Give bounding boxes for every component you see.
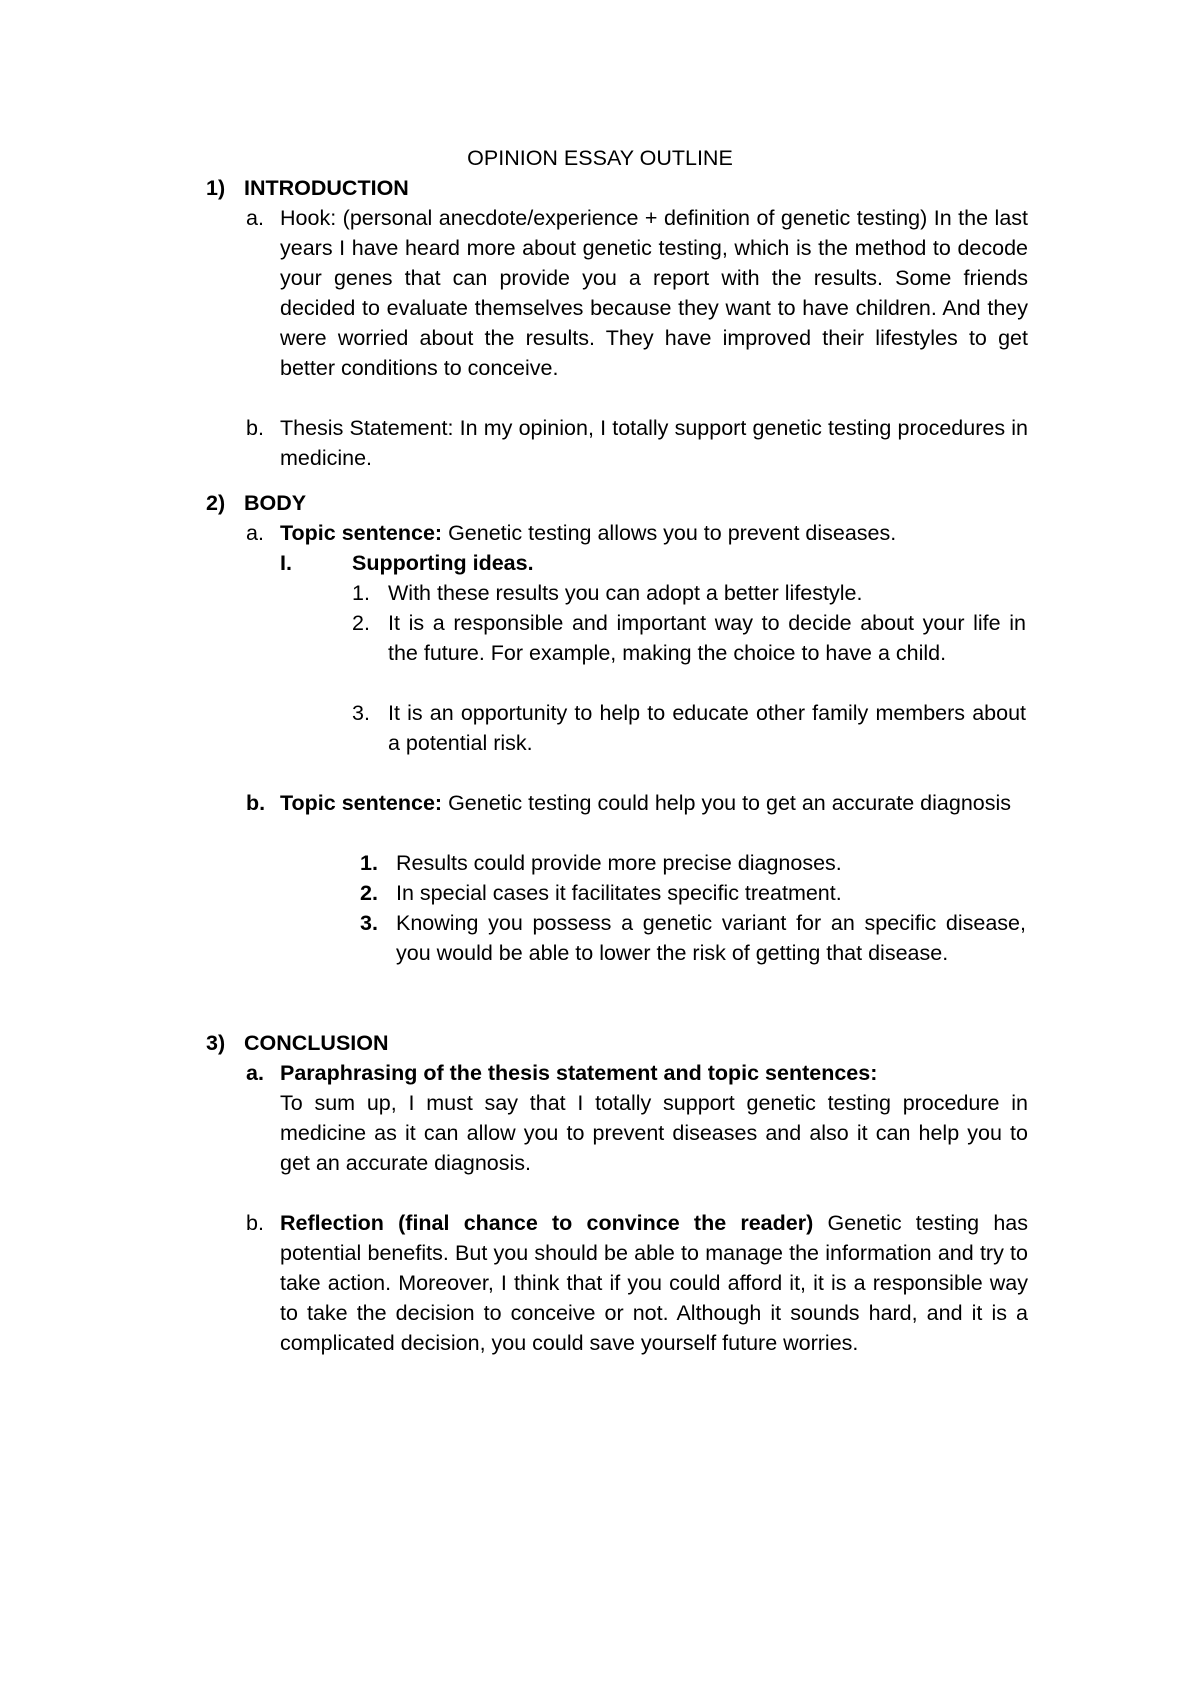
topic-sentence-a (280, 518, 1028, 548)
point-text: In special cases it facilitates specific treatment. (396, 881, 842, 905)
topic-sentence-label: Topic sentence: (280, 521, 443, 545)
section-title: CONCLUSION (244, 1031, 389, 1055)
paraphrasing-text: To sum up, I must say that I totally support genetic testing procedure in medicine as it can allow you to prevent diseases and also it can help you to get an accurate diagnosis. (280, 1091, 1028, 1175)
hook-text: Hook: (personal anecdote/experience + definition of genetic testing) In the last years I have heard more about genetic testing, which is the method to decode your genes that can provide you a report with the results. Some friends decided to evaluate themselves because they want to have children. And they were worried about the results. They have improved their lifestyles to get better conditions to conceive. (280, 206, 1028, 380)
item-marker: a. (246, 1061, 264, 1085)
conclusion-item-a (246, 1058, 1028, 1178)
topic-sentence-text: Genetic testing allows you to prevent diseases. (442, 521, 897, 545)
supporting-idea-3 (352, 698, 1026, 758)
conclusion-item-b (246, 1208, 1028, 1358)
item-marker: b. (246, 1211, 264, 1235)
body-item-b (246, 788, 1028, 818)
item-marker: b. (246, 416, 264, 440)
item-marker: a. (246, 521, 264, 545)
section-heading (206, 173, 409, 203)
point-text: It is an opportunity to help to educate other family members about a potential risk. (388, 701, 1026, 755)
topic-sentence-text: Genetic testing could help you to get an accurate diagnosis (442, 791, 1012, 815)
supporting-idea-1 (352, 578, 1026, 608)
paraphrasing-label: Paraphrasing of the thesis statement and topic sentences: (280, 1061, 878, 1085)
topic-sentence-b (280, 788, 1028, 818)
intro-item-a (246, 203, 1028, 383)
section-heading (206, 1028, 389, 1058)
roman-marker: I. (280, 551, 292, 575)
topic-sentence-label: Topic sentence: (280, 791, 443, 815)
thesis-text: Thesis Statement: In my opinion, I totally support genetic testing procedures in medicine. (280, 416, 1028, 470)
point-marker: 3. (360, 911, 378, 935)
supporting-ideas-label: Supporting ideas. (352, 551, 534, 575)
point-text: Knowing you possess a genetic variant for an specific disease, you would be able to lower the risk of getting that disease. (396, 911, 1026, 965)
point-marker: 2. (360, 881, 378, 905)
intro-item-b (246, 413, 1028, 473)
reflection-body: Genetic testing has potential benefits. But you should be able to manage the information and try to take action. Moreover, I think that if you could afford it, it is a responsible way to take the decision to conceive or not. Although it sounds hard, and it is a complicated decision, you could save yourself future worries. (280, 1211, 1028, 1355)
point-text: It is a responsible and important way to decide about your life in the future. For example, making the choice to have a child. (388, 611, 1026, 665)
section-title: BODY (244, 491, 307, 515)
body-item-a (246, 518, 1028, 548)
section-number: 2) (206, 491, 226, 515)
point-marker: 1. (352, 581, 370, 605)
point-marker: 2. (352, 611, 370, 635)
diagnosis-point-3 (360, 908, 1026, 968)
point-text: Results could provide more precise diagnoses. (396, 851, 842, 875)
supporting-ideas-heading (280, 548, 534, 578)
supporting-idea-2 (352, 608, 1026, 668)
reflection-text (280, 1208, 1028, 1358)
item-marker: a. (246, 206, 264, 230)
section-title: INTRODUCTION (244, 176, 409, 200)
point-marker: 3. (352, 701, 370, 725)
section-number: 1) (206, 176, 226, 200)
document-title: OPINION ESSAY OUTLINE (467, 146, 733, 170)
section-heading (206, 488, 306, 518)
diagnosis-point-2 (360, 878, 1026, 908)
paraphrasing-block (280, 1058, 1028, 1178)
point-marker: 1. (360, 851, 378, 875)
reflection-label: Reflection (final chance to convince the reader) (280, 1211, 814, 1235)
diagnosis-point-1 (360, 848, 1026, 878)
section-number: 3) (206, 1031, 226, 1055)
point-text: With these results you can adopt a better lifestyle. (388, 581, 863, 605)
item-marker: b. (246, 791, 266, 815)
